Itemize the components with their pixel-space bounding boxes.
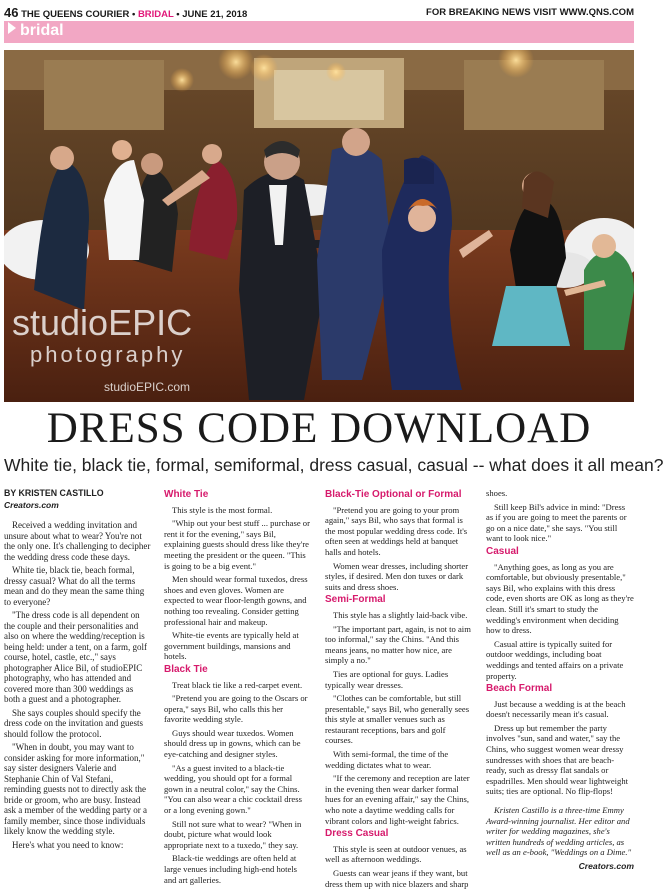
- section-heading: Beach Formal: [486, 683, 553, 695]
- paragraph: This style is the most formal.: [172, 504, 273, 515]
- paragraph: Black-tie weddings are often held at large venues including high-end hotels and art galleries.: [164, 853, 298, 885]
- article-credit: Creators.com: [578, 861, 634, 871]
- section-band-label: [8, 22, 64, 40]
- paragraph: "Anything goes, as long as you are comfortable, but obviously presentable," says Bil, who explains with this dress code, even shorts are OK as long as they're clean. Still it's smart to study the wedding's environment when deciding how to dress.: [486, 561, 634, 636]
- paragraph: Treat black tie like a red-carpet event.: [172, 679, 303, 690]
- paragraph: She says couples should specify the dress code on the invitation and guests should follow the protocol.: [4, 707, 143, 739]
- watermark-url: studioEPIC.com: [104, 380, 191, 394]
- paragraph: Still not sure what to wear? "When in doubt, picture what would look appropriate next to a tuxedo," they say.: [164, 818, 302, 850]
- paragraph: Men should wear formal tuxedos, dress shoes and even gloves. Women are expected to wear floor-length gowns, and nothing too revealing. Consider getting professional hair and makeup.: [164, 574, 308, 627]
- paragraph: "Whip out your best stuff ... purchase or rent it for the evening," says Bil, explaining guests should dress like they're meeting the president or the queen. "This is going to be a big event.": [164, 518, 310, 571]
- watermark-subtext: photography: [30, 342, 186, 367]
- paragraph: Just because a wedding is at the beach doesn't necessarily mean it's casual.: [486, 698, 626, 720]
- paragraph: Women wear dresses, including shorter styles, if desired. Men don tuxes or dark suits and dress shoes.: [325, 560, 469, 592]
- paragraph: White-tie events are typically held at government buildings, mansions and hotels.: [164, 630, 299, 662]
- article-headline: DRESS CODE DOWNLOAD: [46, 405, 592, 452]
- section-heading: Semi-Formal: [325, 594, 386, 606]
- paragraph: This style has a slightly laid-back vibe.: [333, 609, 468, 620]
- paragraph: Casual attire is typically suited for outdoor weddings, including boat weddings and tented affairs on a private property.: [486, 638, 624, 681]
- band-text: bridal: [20, 22, 64, 39]
- arrow-right-icon: [8, 22, 16, 34]
- paragraph: "Pretend you are going to your prom again," says Bil, who says that formal is the most popular wedding dress code. It's often seen at weddings held at banquet halls and hotels.: [325, 504, 468, 557]
- paragraph: Ties are optional for guys. Ladies typically wear dresses.: [325, 668, 449, 690]
- paragraph: shoes.: [486, 488, 508, 498]
- issue-date: JUNE 21, 2018: [182, 9, 248, 20]
- separator-dot: •: [176, 9, 183, 20]
- paragraph: "Pretend you are going to the Oscars or opera," says Bil, who calls this her favorite wedding style.: [164, 693, 308, 725]
- section-heading: White Tie: [164, 489, 209, 500]
- article-column-3: [325, 488, 471, 892]
- header-left: [4, 5, 247, 20]
- paragraph: Received a wedding invitation and unsure about what to wear? You're not the only one. It's challenging to decipher the wedding dress code these days.: [4, 520, 151, 562]
- paragraph: White tie, black tie, beach formal, dressy casual? What do all the terms mean and do they mean the same thing to everyone?: [4, 565, 145, 607]
- section-heading: Black Tie: [164, 663, 208, 675]
- author-bio: Kristen Castillo is a three-time Emmy Award-winning journalist. Her editor and writer for wedding magazines, she's written hundreds of wedding articles, as well as an e-book, "Weddings on a Dime.": [486, 805, 632, 858]
- separator-dot: •: [131, 9, 138, 20]
- paragraph: With semi-formal, the time of the wedding dictates what to wear.: [325, 749, 449, 770]
- author-byline: BY KRISTEN CASTILLO: [4, 488, 104, 498]
- paragraph: "When in doubt, you may want to consider asking for more information," say sister designers Valerie and Stephanie Chin of Val Stefani, reminding guests not to directly ask the bride or groom, who are busy. Instead ask a member of the wedding party or a family member, since those individuals likely know the wedding style.: [4, 742, 147, 837]
- wedding-photo: [4, 50, 634, 402]
- breaking-news-link[interactable]: FOR BREAKING NEWS VISIT WWW.QNS.COM: [426, 7, 634, 18]
- paragraph: "The dress code is all dependent on the couple and their personalities and also on where the wedding/reception is being held: under a tent, on a farm, golf course, hotel, castle, etc.," says photographer Alice Bil, of studioEPIC photography, who has attended and covered more than 300 weddings as both a guest and a photographer.: [4, 610, 147, 705]
- article-subheadline: White tie, black tie, formal, semiformal, dress casual, casual -- what does it all mean?: [4, 455, 664, 475]
- article-column-1: [4, 488, 151, 853]
- section-band: [4, 21, 634, 43]
- section-heading: Dress Casual: [325, 828, 389, 840]
- byline-source: Creators.com: [4, 499, 59, 510]
- watermark-logo-text: studioEPIC: [12, 302, 193, 343]
- publication-name: THE QUEENS COURIER: [21, 9, 130, 20]
- paragraph: Dress up but remember the party involves "sun, sand and water," say the Chins, who suggest women wear dressy sundresses with shoes that are beach-ready, such as dressy flat sandals or espadrilles. Men should wear lightweight suits; ties are optional. No flip-flops!: [486, 722, 629, 797]
- article-column-2: [164, 488, 310, 888]
- section-name: BRIDAL: [137, 9, 174, 20]
- paragraph: "The important part, again, is not to aim too informal," say the Chins. "And this means jeans, no matter how nice, are simply a no.": [325, 623, 471, 666]
- paragraph: "As a guest invited to a black-tie wedding, you should opt for a formal gown in a neutral color," say the Chins. "You can also wear a chic cocktail dress or a long evening gown.": [164, 762, 302, 816]
- page-number: 46: [4, 5, 19, 20]
- paragraph: "If the ceremony and reception are later in the evening then wear darker formal hues for an evening affair," say the Chins, who note a daytime wedding calls for vibrant colors and light-weight fabrics.: [325, 773, 470, 826]
- paragraph: Here's what you need to know:: [12, 839, 124, 850]
- running-header: [4, 4, 634, 18]
- article-column-4: [486, 488, 634, 875]
- paragraph: This style is seen at outdoor venues, as well as afternoon weddings.: [325, 843, 467, 865]
- section-heading: Black-Tie Optional or Formal: [325, 489, 462, 500]
- paragraph: Still keep Bil's advice in mind: "Dress as if you are going to meet the parents or go on a nice date," she says. "You still want to look nice.": [486, 501, 627, 544]
- paragraph: "Clothes can be comfortable, but still presentable," says Bil, who generally sees this style at smaller venues such as restaurant receptions, bars and golf courses.: [325, 693, 470, 746]
- section-heading: Casual: [486, 545, 519, 557]
- paragraph: Guests can wear jeans if they want, but dress them up with nice blazers and sharp: [325, 868, 469, 889]
- paragraph: Guys should wear tuxedos. Women should dress up in gowns, which can be eye-catching and designer styles.: [164, 727, 301, 760]
